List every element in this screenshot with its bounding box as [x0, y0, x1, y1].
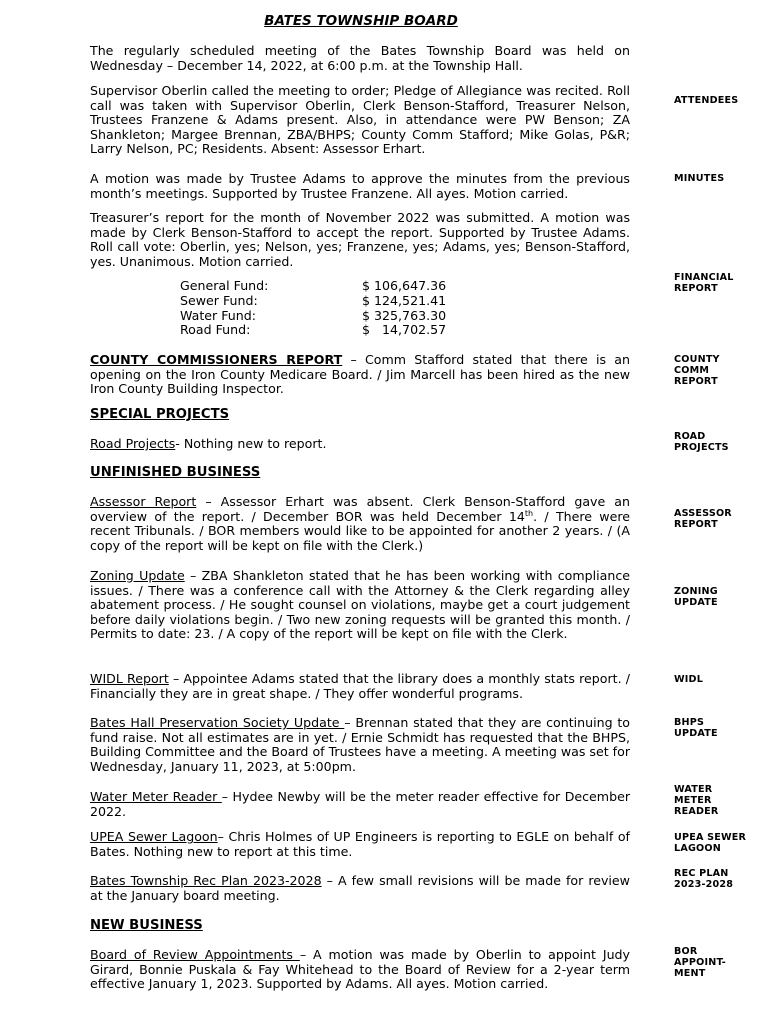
county-text: – Comm Stafford stated that there is an opening on the Iron County Medicare Board. / Jim Marcell has been hired as the new Iron County Building Inspector. — [90, 352, 630, 397]
fund-amount: $ 14,702.57 — [362, 322, 447, 338]
margin-label-minutes: MINUTES — [674, 173, 725, 184]
widl-label: WIDL Report — [90, 671, 169, 686]
margin-label-assessor: ASSESSOR REPORT — [674, 508, 732, 530]
fund-row-road — [180, 323, 462, 338]
margin-label-county: COUNTY COMM REPORT — [674, 354, 720, 387]
unfinished-business-heading: UNFINISHED BUSINESS — [90, 465, 261, 480]
zoning-label: Zoning Update — [90, 568, 185, 583]
margin-label-road: ROAD PROJECTS — [674, 431, 729, 453]
attendance-paragraph: Supervisor Oberlin called the meeting to order; Pledge of Allegiance was recited. Roll call was taken with Supervisor Oberlin, Clerk Benson-Stafford, Treasurer Nelson, Trustees Franzene & Adams present. Also, in attendance were PW Benson; ZA Shankleton; Margee Brennan, ZBA/BHPS; County Comm Stafford; Mike Golas, P&R; Larry Nelson, PC; Residents. Absent: Assessor Erhart. — [90, 83, 630, 157]
treasurer-paragraph: Treasurer’s report for the month of November 2022 was submitted. A motion was made by Clerk Benson-Stafford to accept the report. Supported by Trustee Adams. Roll call vote: Oberlin, yes; Nelson, yes; Franzene, yes; Adams, yes; Benson-Stafford, yes. Unanimous. Motion carried. — [90, 210, 630, 269]
fund-row-water — [180, 309, 462, 324]
bhps-label: Bates Hall Preservation Society Update — [90, 715, 345, 730]
intro-paragraph: The regularly scheduled meeting of the Bates Township Board was held on Wednesday – December 14, 2022, at 6:00 p.m. at the Township Hall. — [90, 43, 630, 73]
widl-text: – Appointee Adams stated that the library does a monthly stats report. / Financially they are in great shape. / They offer wonderful programs. — [90, 671, 630, 701]
fund-name: General Fund: — [180, 278, 269, 293]
fund-table — [180, 279, 462, 338]
bhps-paragraph — [90, 716, 630, 774]
minutes-paragraph: A motion was made by Trustee Adams to approve the minutes from the previous month’s meetings. Supported by Trustee Franzene. All ayes. Motion carried. — [90, 171, 630, 201]
margin-label-bhps: BHPS UPDATE — [674, 717, 718, 739]
zoning-paragraph — [90, 569, 630, 642]
water-text: – Hydee Newby will be the meter reader effective for December 2022. — [90, 789, 630, 819]
margin-label-upea: UPEA SEWER LAGOON — [674, 832, 747, 854]
margin-label-water: WATER METER READER — [674, 784, 719, 817]
fund-amount: $ 124,521.41 — [362, 292, 447, 308]
bor-label: Board of Review Appointments — [90, 947, 300, 962]
widl-paragraph — [90, 672, 630, 701]
road-paragraph — [90, 437, 630, 452]
zoning-text: – ZBA Shankleton stated that he has been working with compliance issues. / There was a conference call with the Attorney & the Clerk regarding alley abatement process. / He sought counsel on violations, maybe get a court judgement before daily violations begin. / Two new zoning requests will be granted this month. / Permits to date: 23. / A copy of the report will be kept on file with the Clerk. — [90, 568, 631, 642]
road-label: Road Projects — [90, 436, 176, 451]
upea-label: UPEA Sewer Lagoon — [90, 829, 218, 844]
fund-amount: $ 106,647.36 — [362, 278, 447, 293]
margin-label-widl: WIDL — [674, 674, 704, 685]
rec-text: – A few small revisions will be made for review at the January board meeting. — [90, 873, 630, 903]
fund-row-sewer — [180, 294, 462, 309]
upea-text: – Chris Holmes of UP Engineers is reporting to EGLE on behalf of Bates. Nothing new to report at this time. — [90, 829, 630, 859]
fund-amount: $ 325,763.30 — [362, 307, 447, 323]
bor-paragraph — [90, 948, 630, 992]
county-paragraph — [90, 353, 630, 397]
margin-label-bor: BOR APPOINT- MENT — [674, 946, 726, 979]
water-label: Water Meter Reader — [90, 789, 222, 804]
rec-label: Bates Township Rec Plan 2023-2028 — [90, 873, 322, 888]
bhps-text: – Brennan stated that they are continuing to fund raise. Not all estimates are in yet. / Ernie Schmidt has requested that the BHPS, Building Committee and the Board of Trustees have a meeting. A meeting was set for Wednesday, January 11, 2023, at 5:00pm. — [90, 715, 630, 774]
fund-name: Water Fund: — [180, 307, 256, 323]
margin-label-zoning: ZONING UPDATE — [674, 586, 718, 608]
margin-label-financial: FINANCIAL REPORT — [674, 272, 734, 294]
assessor-label: Assessor Report — [90, 494, 197, 509]
document-title: BATES TOWNSHIP BOARD — [264, 13, 458, 29]
water-meter-paragraph — [90, 790, 630, 819]
assessor-paragraph — [90, 495, 630, 553]
bor-text: – A motion was made by Oberlin to appoint Judy Girard, Bonnie Puskala & Fay Whitehead to the Board of Review for a 2-year term effective January 1, 2023. Supported by Adams. All ayes. Motion carried. — [90, 947, 631, 992]
county-heading: COUNTY COMMISSIONERS REPORT — [90, 352, 343, 367]
assessor-text-cont: . / There were recent Tribunals. / BOR members would like to be appointed for another 2 years. / (A copy of the report will be kept on file with the Clerk.) — [90, 508, 630, 553]
fund-name: Road Fund: — [180, 322, 251, 338]
ordinal-suffix: th — [524, 508, 534, 518]
fund-name: Sewer Fund: — [180, 292, 258, 308]
fund-row-general — [180, 279, 462, 294]
new-business-heading: NEW BUSINESS — [90, 918, 203, 933]
rec-plan-paragraph — [90, 874, 630, 903]
margin-label-attendees: ATTENDEES — [674, 95, 739, 106]
assessor-text: – Assessor Erhart was absent. Clerk Benson-Stafford gave an overview of the report. / December BOR was held December 14 — [90, 494, 630, 524]
upea-paragraph — [90, 830, 630, 859]
road-text: - Nothing new to report. — [175, 436, 327, 451]
special-projects-heading: SPECIAL PROJECTS — [90, 407, 230, 422]
margin-label-rec-plan: REC PLAN 2023-2028 — [674, 868, 734, 890]
